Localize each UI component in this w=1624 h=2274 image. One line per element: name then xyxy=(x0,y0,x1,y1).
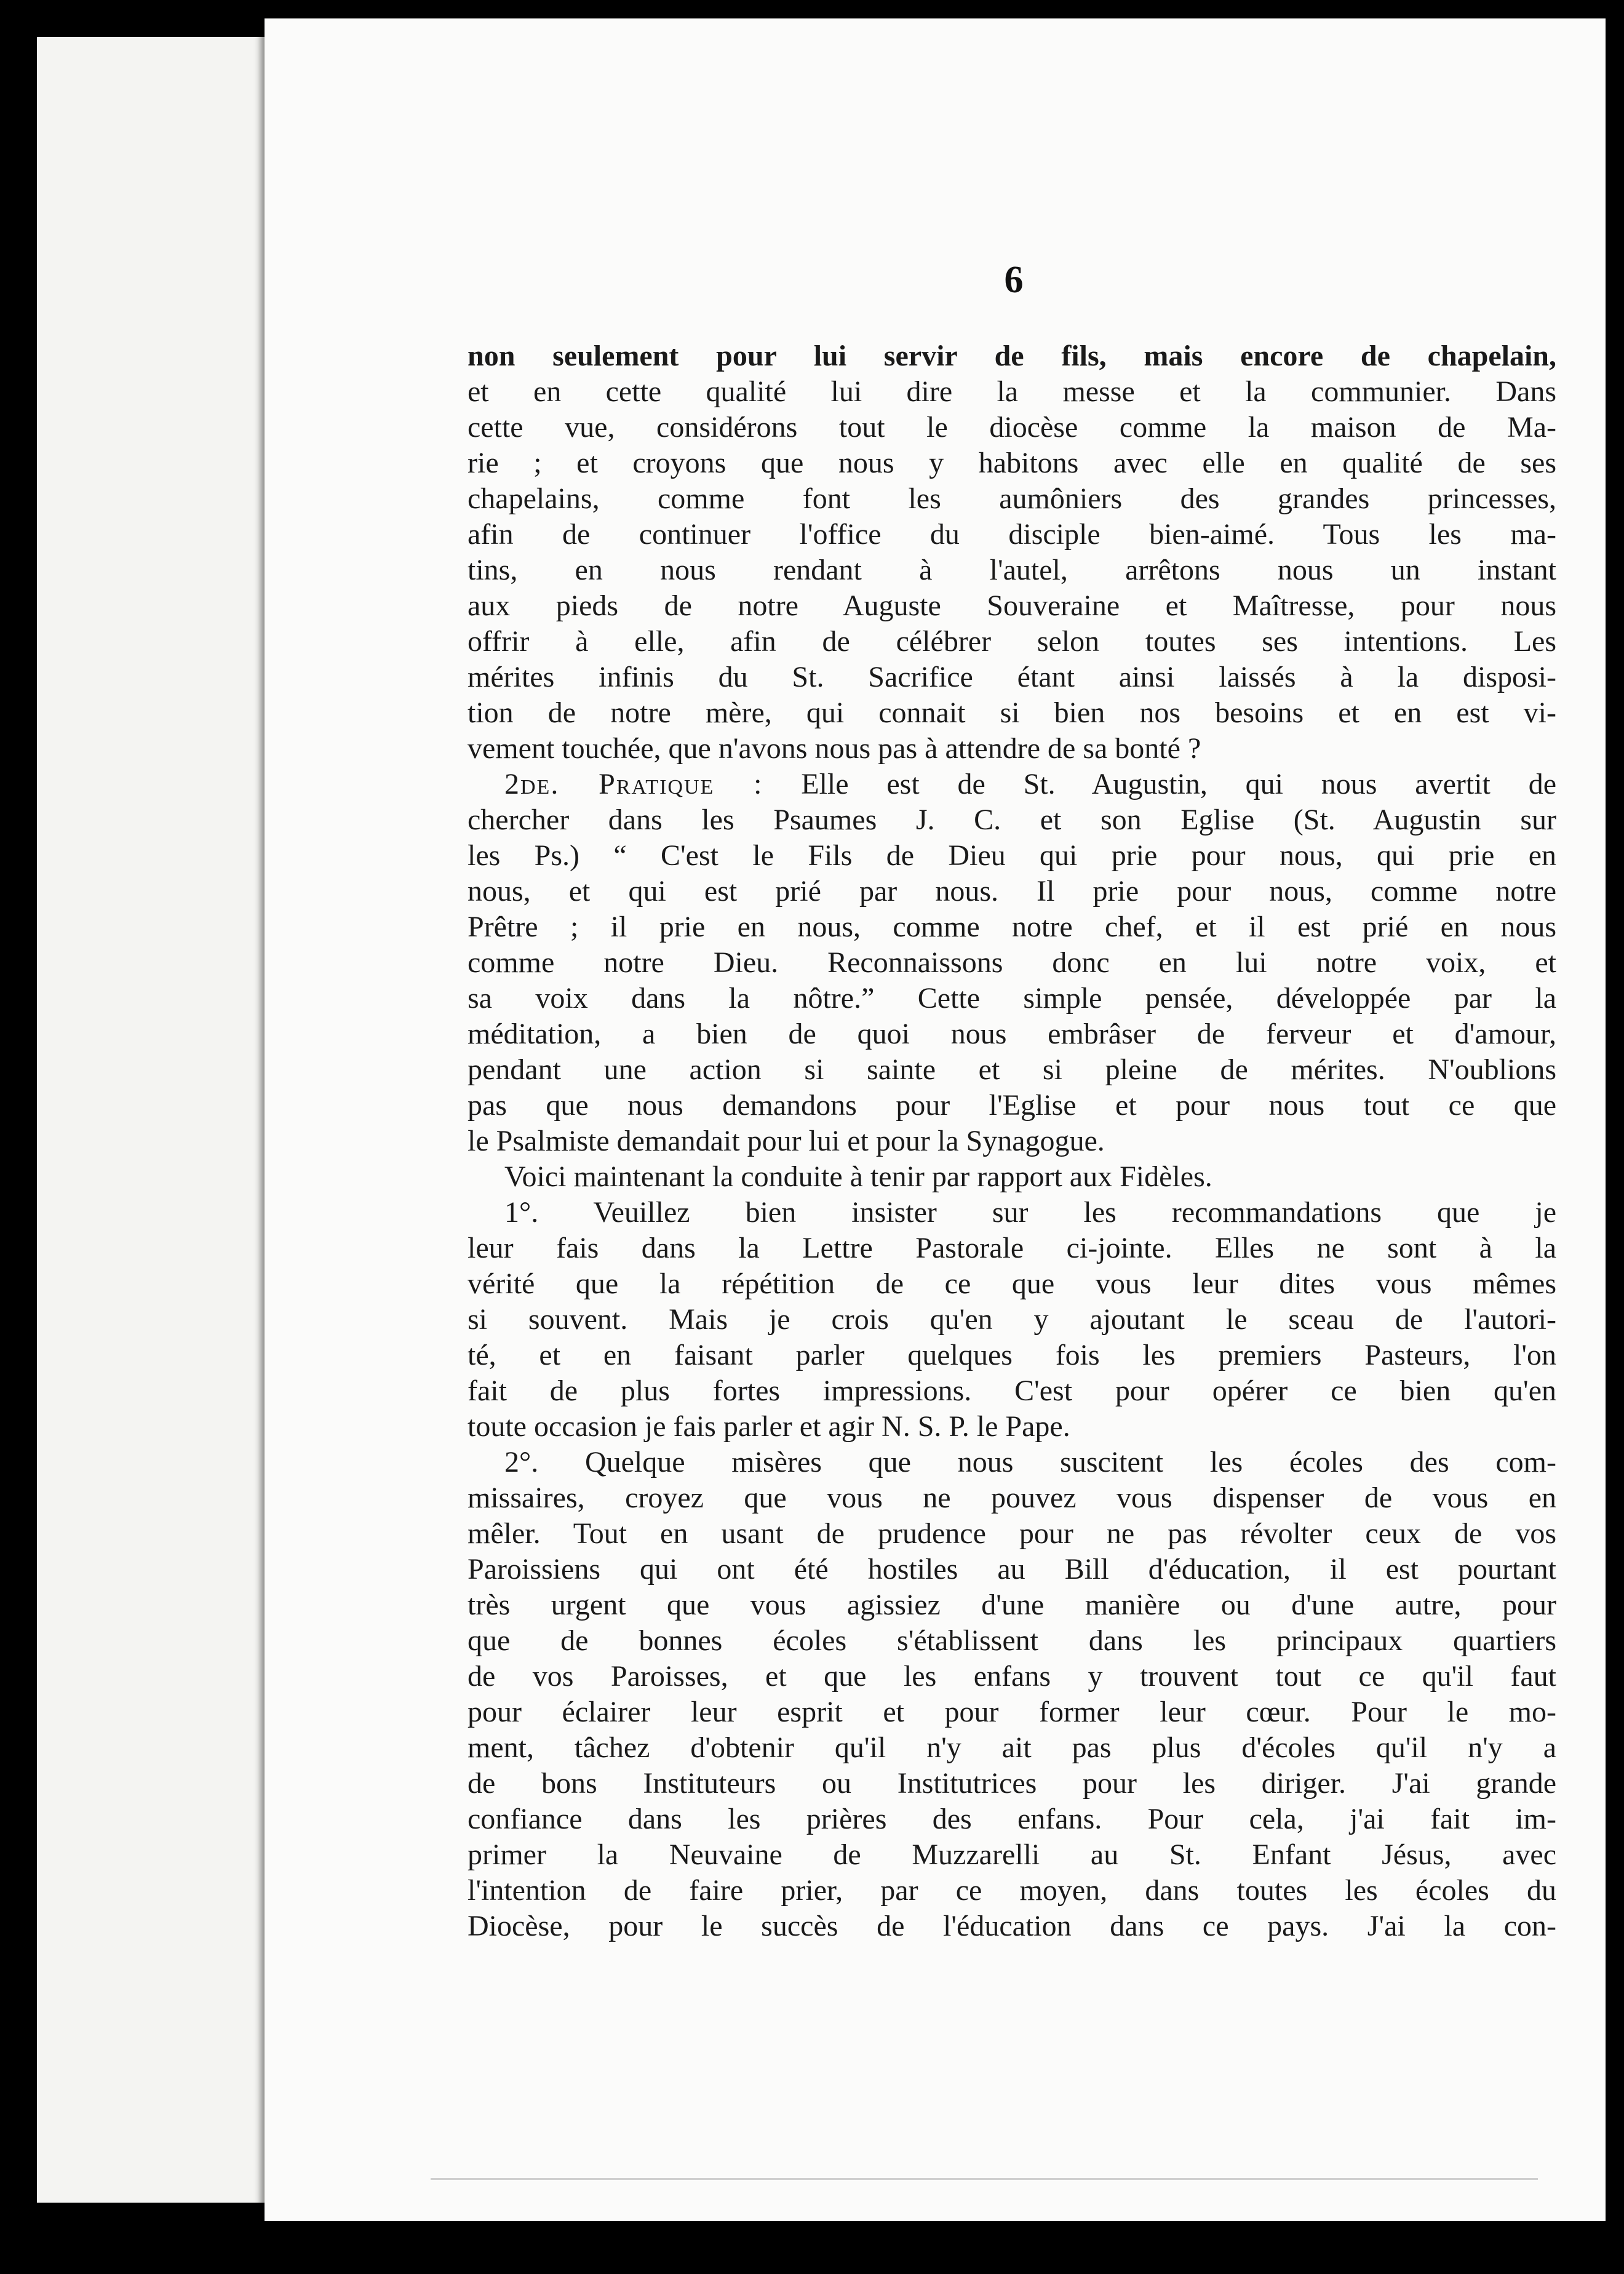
text-line: les Ps.) “ C'est le Fils de Dieu qui prie pour nous, qui prie en xyxy=(468,839,1556,872)
text-line: pas que nous demandons pour l'Eglise et pour nous tout ce que xyxy=(468,1089,1556,1122)
text-line: Voici maintenant la conduite à tenir par rapport aux Fidèles. xyxy=(504,1160,1212,1193)
text-line: offrir à elle, afin de célébrer selon toutes ses intentions. Les xyxy=(468,625,1556,658)
text-line: méditation, a bien de quoi nous embrâser de ferveur et d'amour, xyxy=(468,1018,1556,1050)
text-line-rest: Elle est de St. Augustin, qui nous avertit de xyxy=(801,768,1556,800)
text-line: aux pieds de notre Auguste Souveraine et Maîtresse, pour nous xyxy=(468,589,1556,622)
text-line: chapelains, comme font les aumôniers des grandes princesses, xyxy=(468,482,1556,515)
text-line: Diocèse, pour le succès de l'éducation dans ce pays. J'ai la con- xyxy=(468,1910,1556,1942)
text-line: toute occasion je fais parler et agir N. S. P. le Pape. xyxy=(468,1410,1070,1443)
pratique-heading: 2de. Pratique : xyxy=(504,768,763,800)
text-line: de bons Instituteurs ou Institutrices pour les diriger. J'ai grande xyxy=(468,1767,1556,1800)
text-line: que de bonnes écoles s'établissent dans les principaux quartiers xyxy=(468,1624,1556,1657)
text-line: mérites infinis du St. Sacrifice étant ainsi laissés à la disposi- xyxy=(468,661,1556,693)
text-line: 1°. Veuillez bien insister sur les recommandations que je xyxy=(504,1196,1556,1229)
body-text xyxy=(468,338,1556,1944)
facing-page-edge xyxy=(37,37,277,2203)
text-line: chercher dans les Psaumes J. C. et son Eglise (St. Augustin sur xyxy=(468,804,1556,836)
text-line: 2°. Quelque misères que nous suscitent les écoles des com- xyxy=(504,1446,1556,1478)
page-number: 6 xyxy=(1004,259,1024,301)
text-line: afin de continuer l'office du disciple bien-aimé. Tous les ma- xyxy=(468,518,1556,551)
text-line: fait de plus fortes impressions. C'est pour opérer ce bien qu'en xyxy=(468,1374,1556,1407)
text-line: rie ; et croyons que nous y habitons avec elle en qualité de ses xyxy=(468,447,1556,479)
text-line: primer la Neuvaine de Muzzarelli au St. Enfant Jésus, avec xyxy=(468,1838,1556,1871)
text-line: si souvent. Mais je crois qu'en y ajoutant le sceau de l'autori- xyxy=(468,1303,1556,1336)
page-bottom-edge xyxy=(431,2178,1538,2180)
text-line xyxy=(468,767,1556,802)
text-line: confiance dans les prières des enfans. Pour cela, j'ai fait im- xyxy=(468,1803,1556,1835)
text-line: pour éclairer leur esprit et pour former leur cœur. Pour le mo- xyxy=(468,1696,1556,1728)
text-line: l'intention de faire prier, par ce moyen, dans toutes les écoles du xyxy=(468,1874,1556,1907)
document-page xyxy=(265,18,1606,2221)
text-line: très urgent que vous agissiez d'une manière ou d'une autre, pour xyxy=(468,1589,1556,1621)
text-line: cette vue, considérons tout le diocèse comme la maison de Ma- xyxy=(468,411,1556,444)
text-line: missaires, croyez que vous ne pouvez vous dispenser de vous en xyxy=(468,1482,1556,1514)
text-line: vérité que la répétition de ce que vous leur dites vous mêmes xyxy=(468,1267,1556,1300)
text-line: leur fais dans la Lettre Pastorale ci-jointe. Elles ne sont à la xyxy=(468,1232,1556,1264)
text-line: tion de notre mère, qui connait si bien nos besoins et en est vi- xyxy=(468,696,1556,729)
text-line: nous, et qui est prié par nous. Il prie pour nous, comme notre xyxy=(468,875,1556,908)
text-line: vement touchée, que n'avons nous pas à attendre de sa bonté ? xyxy=(468,732,1201,765)
text-line: té, et en faisant parler quelques fois les premiers Pasteurs, l'on xyxy=(468,1339,1556,1371)
text-line: de vos Paroisses, et que les enfans y trouvent tout ce qu'il faut xyxy=(468,1660,1556,1693)
text-line: non seulement pour lui servir de fils, mais encore de chapelain, xyxy=(468,340,1556,372)
text-line: mêler. Tout en usant de prudence pour ne pas révolter ceux de vos xyxy=(468,1517,1556,1550)
text-line: sa voix dans la nôtre.” Cette simple pensée, développée par la xyxy=(468,982,1556,1015)
text-line: le Psalmiste demandait pour lui et pour la Synagogue. xyxy=(468,1125,1105,1157)
text-line: tins, en nous rendant à l'autel, arrêtons nous un instant xyxy=(468,554,1556,586)
text-line: comme notre Dieu. Reconnaissons donc en lui notre voix, et xyxy=(468,946,1556,979)
text-line: pendant une action si sainte et si pleine de mérites. N'oublions xyxy=(468,1053,1556,1086)
text-line: Prêtre ; il prie en nous, comme notre chef, et il est prié en nous xyxy=(468,911,1556,943)
text-line: ment, tâchez d'obtenir qu'il n'y ait pas plus d'écoles qu'il n'y a xyxy=(468,1731,1556,1764)
text-line: et en cette qualité lui dire la messe et la communier. Dans xyxy=(468,375,1556,408)
text-line: Paroissiens qui ont été hostiles au Bill d'éducation, il est pourtant xyxy=(468,1553,1556,1586)
